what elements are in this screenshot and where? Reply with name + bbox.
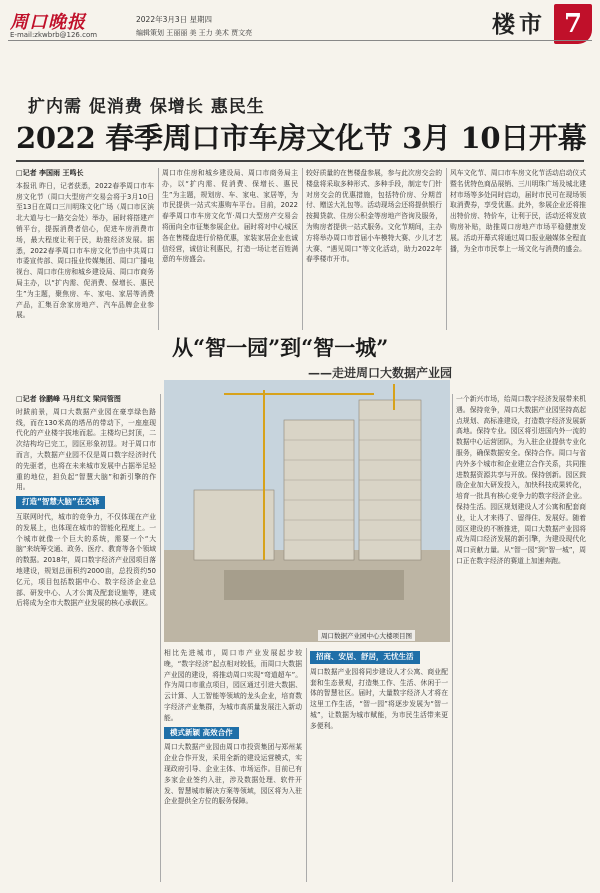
feature-deck: ——走进周口大数据产业园 xyxy=(308,366,453,380)
feature-column-1 xyxy=(16,394,156,880)
feature-column-4: 一个新兴市场，给周口数字经济发展带来机遇。保持竞争，周口大数据产业园坚持高起点规划、高标准建设，打造数字经济发展新高地。保持专业。园区将引进国内外一流的数据中心运营团队，为入驻企业提供专业化服务，确保数据安全。保持合作。周口与省内外多个城市和企业建立合作关系，共同推进数据资源共享与开放。保持创新。园区鼓励企业加大研发投入，加快科技成果转化，培育一批具有核心竞争力的数字经济企业。保持生活。园区规划建设人才公寓和配套商业，让人才来得了、留得住、发展好。随着园区建设的不断推进，周口大数据产业园将成为周口经济发展的新引擎，为建设现代化周口贡献力量。从“智一园”到“智一城”，周口正在数字经济的赛道上加速奔跑。 xyxy=(456,395,586,565)
feature-column-2 xyxy=(164,648,302,880)
construction-photo xyxy=(164,380,450,642)
construction-photo-illustration xyxy=(164,380,450,642)
lead-text-1: 本报讯 昨日，记者获悉，2022春季周口市车房文化节（周口大型房产交易会将于3月10日至13日在周口三川明珠文化广场（周口市区滨北大道与七一路交会处）举办，届时将搭建产销平台，提振消费者信心，促进车房消费市场，最大程度让利于民，助推经济发展。据悉，2022春季周口市车房文化节由中共周口市委宣传部、周口报业传媒集团、周口广播电视台、周口市住房和城乡建设局、周口市商务局主办，以“扩内需、促消费、保增长、惠民生”为主题，聚焦房、车、家电、家居等消费产品，汇集百余家房地产、汽车品牌企业参展。 xyxy=(16,181,154,320)
feature-text-1b: 互联网时代，城市的竞争力，不仅体现在产业的发展上，也体现在城市的智能化程度上。一个城市就像一个巨大的系统，需要一个“大脑”来统筹交通、政务、医疗、教育等各个领域的数据。2018年，周口数字经济产业园项目落地建设，规划总面积约2000亩，总投资约50亿元，项目包括数据中心、数字经济企业总部、研发中心、人才公寓及配套设施等，建成后将成为全市大数据产业发展的核心承载区。 xyxy=(16,512,156,608)
feature-title: 从“智一园”到“智一城” xyxy=(172,335,389,360)
column-divider xyxy=(302,168,303,330)
feature-text-2b: 周口大数据产业园由周口市投资集团与郑州某企业合作开发，采用全新的建设运营模式，实现政府引导、企业主体、市场运作。目前已有多家企业签约入驻，涉及数据处理、软件开发、智慧城市解决方案等领域，园区将为入驻企业提供全方位的服务保障。 xyxy=(164,743,302,806)
feature-text-1: 时跋前景，周口大数据产业园在豪享绿色路线，而在130米高的塔吊的带动下，一座座现代化的产业楼宇拔地而起。主楼均已封顶，二次结构均已完工，园区形象初显。对于周口市而言，大数据产业园不仅是周口数字经济时代的先驱者，也将在未来城市发展中占据举足轻重的地位，担负起“智慧大脑”和新引擎的作用。 xyxy=(16,407,156,492)
email-address: E-mail:zkwbrb@126.com xyxy=(10,31,98,39)
lead-column-2: 周口市住房和城乡建设局、周口市商务局主办，以“扩内需、促消费、保增长、惠民生”为主题，规划房、车、家电、家居等，为市民提供一站式实惠购车平台。目前，2022春季周口市车房文化节·周口大型房产交易会将面向全市征集参展企业。届时将对中心城区各在售楼盘进行价格优惠，家装家居企业也诚信经营，诚信让利惠民，打造一场让老百姓满意的车房盛会。 xyxy=(162,169,298,264)
feature-subhead-2: 模式新颖 高效合作 xyxy=(164,727,239,740)
newspaper-logo: 周口晚报 xyxy=(10,12,86,33)
lead-byline: □记者 李国雨 王鸣长 xyxy=(16,169,84,177)
lead-column-1 xyxy=(16,168,154,328)
masthead-divider xyxy=(8,40,592,41)
photo-caption: 周口数据产业园中心大楼项目图 xyxy=(318,630,415,641)
feature-subhead-3: 招商、安居、舒居，无忧生活 xyxy=(310,651,420,664)
feature-text-2: 相比先进城市，周口市产业发展起步较晚，“数字经济”起点相对较低，而周口大数据产业园的建设，将推动周口实现“弯道超车”。作为周口市重点项目，园区通过引进大数据、云计算、人工智能等领域的龙头企业，培育数字经济产业集群，为城市高质量发展注入新动能。 xyxy=(164,649,302,722)
column-divider xyxy=(446,168,447,330)
lead-column-3: 较好质量的在售楼盘参展，参与此次房交会的楼盘将采取多种形式、多种手段，制定专门针对房交会的优惠措施，包括特价房、分期首付、赠送大礼包等。活动现场会还将提供银行按揭贷款、住房公积金等房地产咨询及服务，为购房者提供一站式服务。文化节期间，主办方将举办周口市首届小车模特大赛、少儿才艺大赛、“遇见周口”等文化活动，助力2022年春季楼市开市。 xyxy=(306,169,442,264)
feature-subhead-1: 打造“智慧大脑”在交锋 xyxy=(16,496,105,509)
column-divider xyxy=(160,394,161,882)
lead-headline: 2022 春季周口市车房文化节 3月 10日开幕 xyxy=(16,121,587,155)
lead-kicker: 扩内需 促消费 保增长 惠民生 xyxy=(28,97,265,117)
issue-date: 2022年3月3日 星期四 xyxy=(136,15,213,24)
column-divider xyxy=(158,168,159,330)
column-divider xyxy=(306,648,307,882)
page-number-badge: 7 xyxy=(554,4,592,44)
headline-divider xyxy=(16,160,584,162)
section-title: 楼市 xyxy=(492,11,546,38)
editor-credits: 编辑策划 王丽丽 美 王力 美术 贾文亮 xyxy=(136,29,253,37)
masthead xyxy=(8,6,592,62)
feature-byline: □记者 徐鹏峰 马月红文 梁同管图 xyxy=(16,395,121,403)
lead-column-4: 风车文化节、周口市车房文化节活动启动仪式暨名优特色商品展销、三川明珠广场及城北建材市场等多处同时启动，届时市民可在现场领取消费券，享受优惠。此外，参展企业还将推出特价房、特价车，让利于民，活动还将发放购房补贴，助推周口房地产市场平稳健康发展。活动开幕式将通过周口报业融媒体全程直播，为全市市民奉上一场文化与消费的盛会。 xyxy=(450,169,586,253)
feature-text-3: 周口数据产业园将同步建设人才公寓、商业配套和生态景观，打造集工作、生活、休闲于一体的智慧社区。届时，大量数字经济人才将在这里工作生活，“智一园”将逐步发展为“智一城”，让数据为城市赋能，为市民生活带来更多便利。 xyxy=(310,667,448,730)
feature-column-3 xyxy=(310,648,448,880)
column-divider xyxy=(452,394,453,882)
